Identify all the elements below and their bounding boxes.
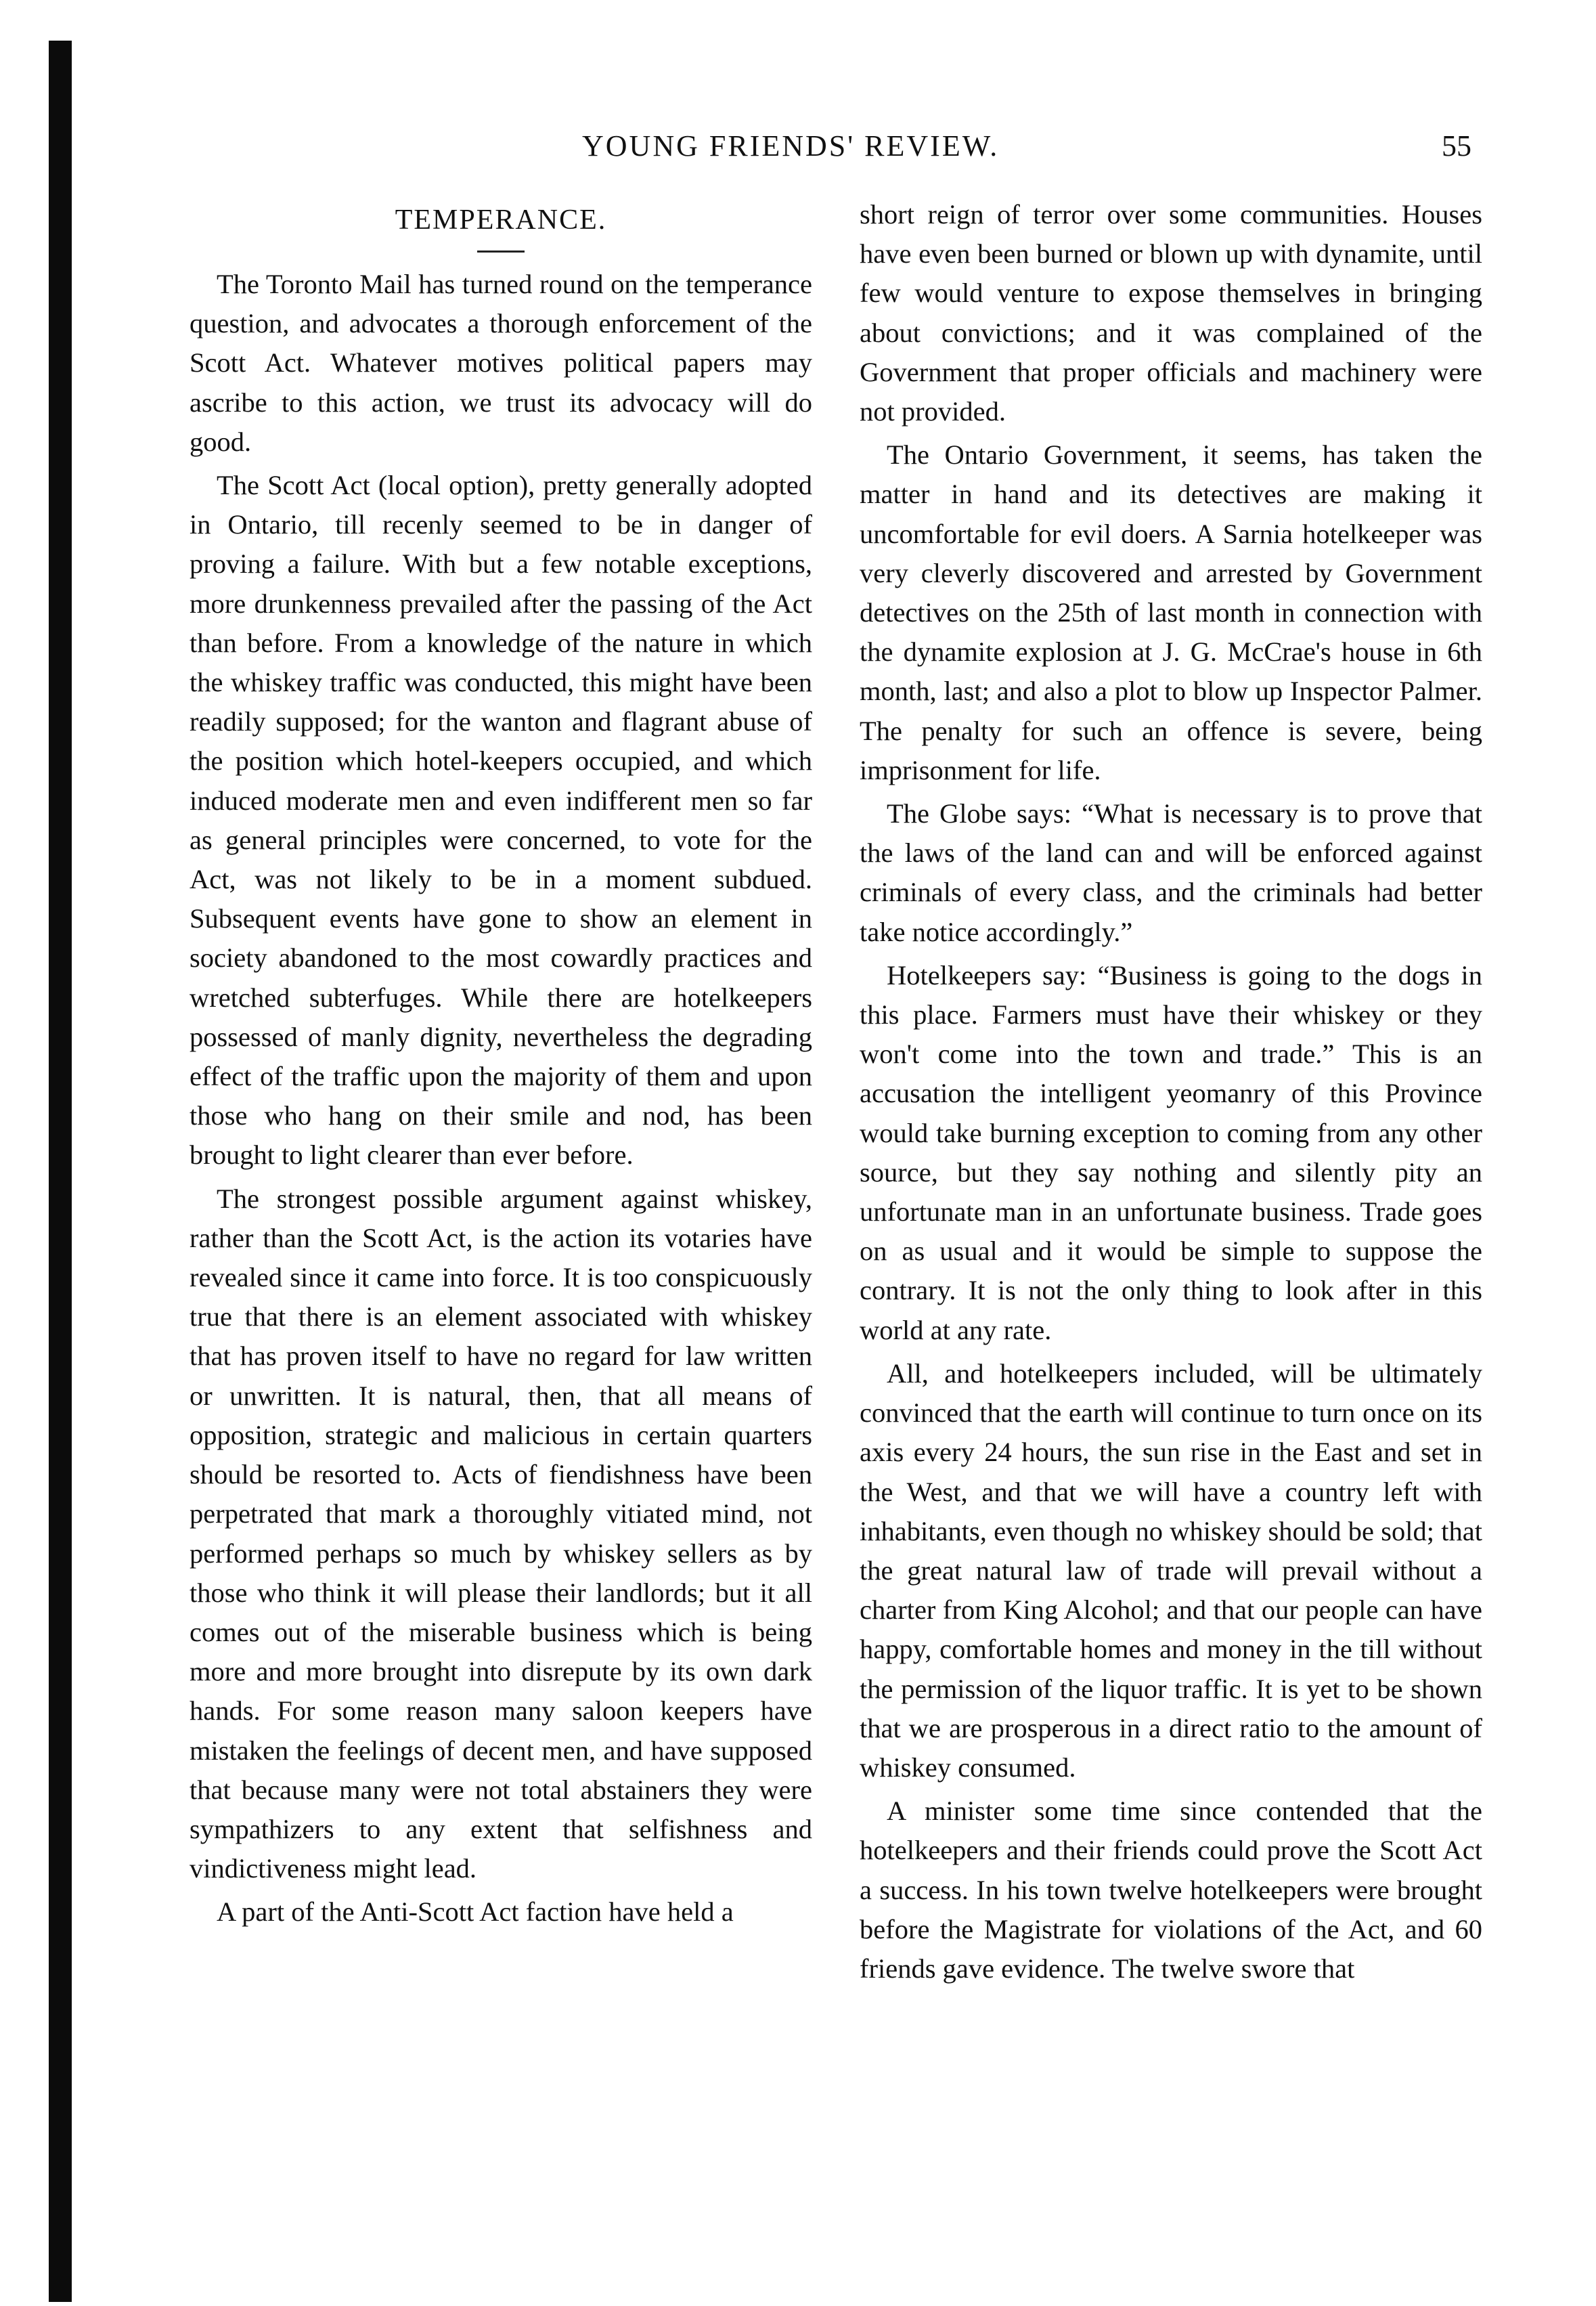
paragraph: All, and hotelkeepers included, will be ultimately convinced that the earth will continue to turn once on its axis every 24 hours, the sun rise in the East and set in the West, and that we will have a country left with inhabitants, even though no whiskey should be sold; that the great natural law of trade will prevail without a charter from King Alcohol; and that our people can have happy, comfortable homes and money in the till without the permission of the liquor traffic. It is yet to be shown that we are prosperous in a direct ratio to the amount of whiskey consumed.: [860, 1357, 1482, 1783]
title-rule: [477, 251, 525, 253]
paragraph: The Toronto Mail has turned round on the temperance question, and advocates a thorough enforcement of the Scott Act. Whatever motives political papers may ascribe to this action, we trust its advocacy will do good.: [190, 269, 812, 457]
paragraph: The Ontario Government, it seems, has taken the matter in hand and its detectives are making it uncomfortable for evil doers. A Sarnia hotelkeeper was very cleverly discovered and arrested by Government detectives on the 25th of last month in connection with the dynamite explosion at J. G. McCrae's house in 6th month, last; and also a plot to blow up Inspector Palmer. The penalty for such an offence is severe, being imprisonment for life.: [860, 439, 1482, 785]
page-number: 55: [1442, 129, 1471, 162]
journal-title: YOUNG FRIENDS' REVIEW.: [582, 129, 1000, 162]
running-head: [0, 129, 1596, 176]
paragraph: The Globe says: “What is necessary is to prove that the laws of the land can and will be enforced against criminals of every class, and the criminals had better take notice accordingly.”: [860, 798, 1482, 947]
left-column: [190, 196, 812, 1936]
paragraph: A minister some time since contended that the hotelkeepers and their friends could prove the Scott Act a success. In his town twelve hotelkeepers were brought before the Magistrate for violations of the Act, and 60 friends gave evidence. The twelve swore that: [860, 1796, 1482, 1984]
binding-edge: [49, 41, 72, 2302]
paragraph: The Scott Act (local option), pretty generally adopted in Ontario, till recenly seemed to be in danger of proving a failure. With but a few notable exceptions, more drunkenness prevailed after the passing of the Act than before. From a knowledge of the nature in which the whiskey traffic was conducted, this might have been readily supposed; for the wanton and flagrant abuse of the position which hotel-keepers occupied, and which induced moderate men and even indifferent men so far as general principles were concerned, to vote for the Act, was not likely to be in a moment subdued. Subsequent events have gone to show an element in society abandoned to the most cowardly practices and wretched subterfuges. While there are hotelkeepers possessed of manly dignity, nevertheless the degrading effect of the traffic upon the majority of them and upon those who hang on their smile and nod, has been brought to light clearer than ever before.: [190, 470, 812, 1171]
right-column: [860, 196, 1482, 1993]
paragraph: Hotelkeepers say: “Business is going to the dogs in this place. Farmers must have their whiskey or they won't come into the town and trade.” This is an accusation the intelligent yeomanry of this Province would take burning exception to coming from any other source, but they say nothing and silently pity an unfortunate man in an unfortunate business. Trade goes on as usual and it would be simple to suppose the contrary. It is not the only thing to look after in this world at any rate.: [860, 959, 1482, 1345]
paragraph: A part of the Anti-Scott Act faction have held a: [217, 1896, 734, 1928]
paragraph: The strongest possible argument against whiskey, rather than the Scott Act, is the action its votaries have revealed since it came into force. It is too conspicuously true that there is an element associated with whiskey that has proven itself to have no regard for law written or unwritten. It is natural, then, that all means of opposition, strategic and malicious in certain quarters should be resorted to. Acts of fiendishness have been perpetrated that mark a thoroughly vitiated mind, not performed perhaps so much by whiskey sellers as by those who think it will please their landlords; but it all comes out of the miserable business which is being more and more brought into disrepute by its own dark hands. For some reason many saloon keepers have mistaken the feelings of decent men, and have supposed that because many were not total abstainers they were sympathizers to any extent that selfishness and vindictiveness might lead.: [190, 1183, 812, 1884]
paragraph-continued: short reign of terror over some communities. Houses have even been burned or blown up with dynamite, until few would venture to expose themselves in bringing about convictions; and it was complained of the Government that proper officials and machinery were not provided.: [860, 199, 1482, 427]
article-title: TEMPERANCE.: [395, 204, 607, 236]
